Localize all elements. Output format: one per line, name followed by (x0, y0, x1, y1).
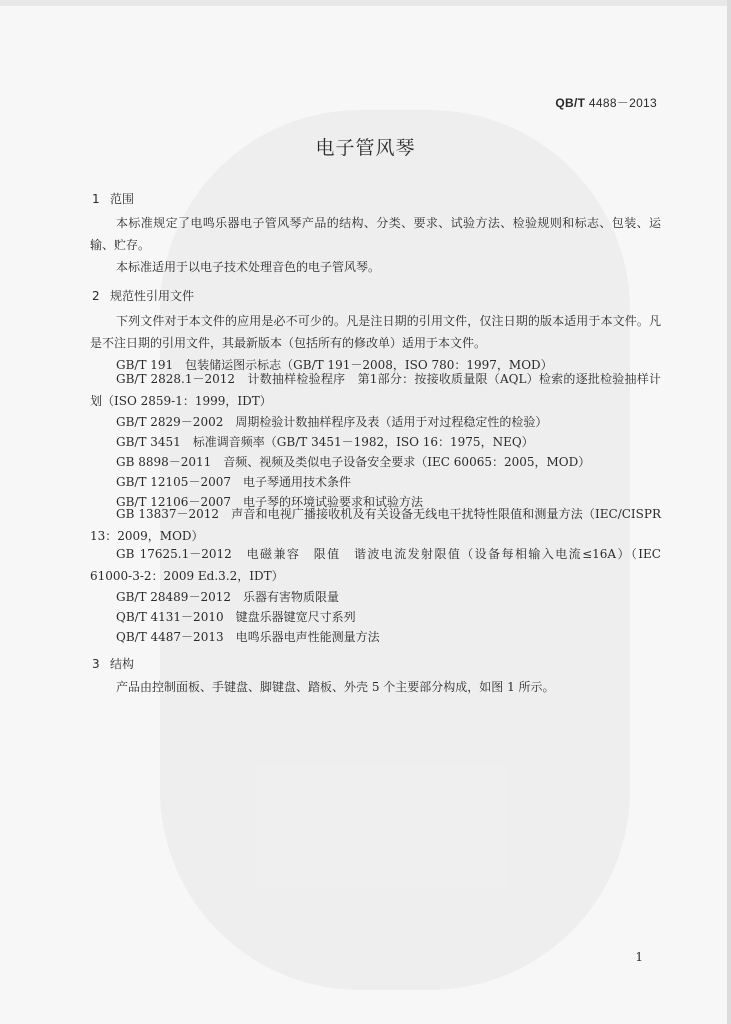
page-right-edge (727, 0, 731, 1024)
reference-item: GB/T 3451 标准调音频率（GB/T 3451－1982，ISO 16：1975，NEQ） (116, 435, 534, 449)
section-number: 3 (92, 657, 100, 671)
scope-paragraph-2: 本标准适用于以电子技术处理音色的电子管风琴。 (116, 260, 381, 274)
standard-id (555, 94, 657, 111)
reference-item: GB 17625.1－2012 电磁兼容 限值 谐波电流发射限值（设备每相输入电流≤16A）（IEC 61000-3-2：2009 Ed.3.2，IDT） (90, 547, 661, 583)
section-1-heading (92, 190, 134, 207)
section-number: 2 (92, 289, 100, 303)
reference-item: GB 8898－2011 音频、视频及类似电子设备安全要求（IEC 60065：2005，MOD） (116, 455, 591, 469)
page-top-edge (0, 0, 731, 6)
reference-item: QB/T 4487－2013 电鸣乐器电声性能测量方法 (116, 630, 380, 644)
document-title: 电子管风琴 (315, 137, 416, 159)
section-title: 规范性引用文件 (110, 289, 195, 303)
section-number: 1 (92, 192, 100, 206)
section-title: 结构 (110, 657, 135, 671)
reference-item: GB/T 28489－2012 乐器有害物质限量 (116, 590, 339, 604)
reference-item: QB/T 4131－2010 键盘乐器键宽尺寸系列 (116, 610, 356, 624)
reference-item: GB/T 2828.1－2012 计数抽样检验程序 第1部分：按接收质量限（AQL）检索的逐批检验抽样计划（ISO 2859-1：1999，IDT） (90, 372, 661, 408)
section-title: 范围 (110, 192, 135, 206)
normative-intro: 下列文件对于本文件的应用是必不可少的。凡是注日期的引用文件，仅注日期的版本适用于本文件。凡是不注日期的引用文件，其最新版本（包括所有的修改单）适用于本文件。 (90, 314, 661, 350)
reference-item: GB/T 2829－2002 周期检验计数抽样程序及表（适用于对过程稳定性的检验） (116, 415, 548, 429)
standard-number: 4488－2013 (588, 96, 657, 110)
section-3-heading (92, 655, 134, 672)
standard-prefix: QB/T (555, 96, 586, 110)
reference-item: GB/T 12106－2007 电子琴的环境试验要求和试验方法 (116, 495, 423, 509)
section-2-heading (92, 287, 194, 304)
structure-paragraph: 产品由控制面板、手键盘、脚键盘、踏板、外壳 5 个主要部分构成，如图 1 所示。 (116, 680, 555, 694)
scope-paragraph-1: 本标准规定了电鸣乐器电子管风琴产品的结构、分类、要求、试验方法、检验规则和标志、包装、运输、贮存。 (90, 216, 661, 252)
reference-item: GB/T 12105－2007 电子琴通用技术条件 (116, 475, 351, 489)
reference-item: GB 13837－2012 声音和电视广播接收机及有关设备无线电干扰特性限值和测量方法（IEC/CISPR 13：2009，MOD） (90, 507, 661, 543)
reference-item: GB/T 191 包装储运图示标志（GB/T 191－2008，ISO 780：1997，MOD） (116, 358, 553, 372)
page-number: 1 (635, 950, 643, 964)
